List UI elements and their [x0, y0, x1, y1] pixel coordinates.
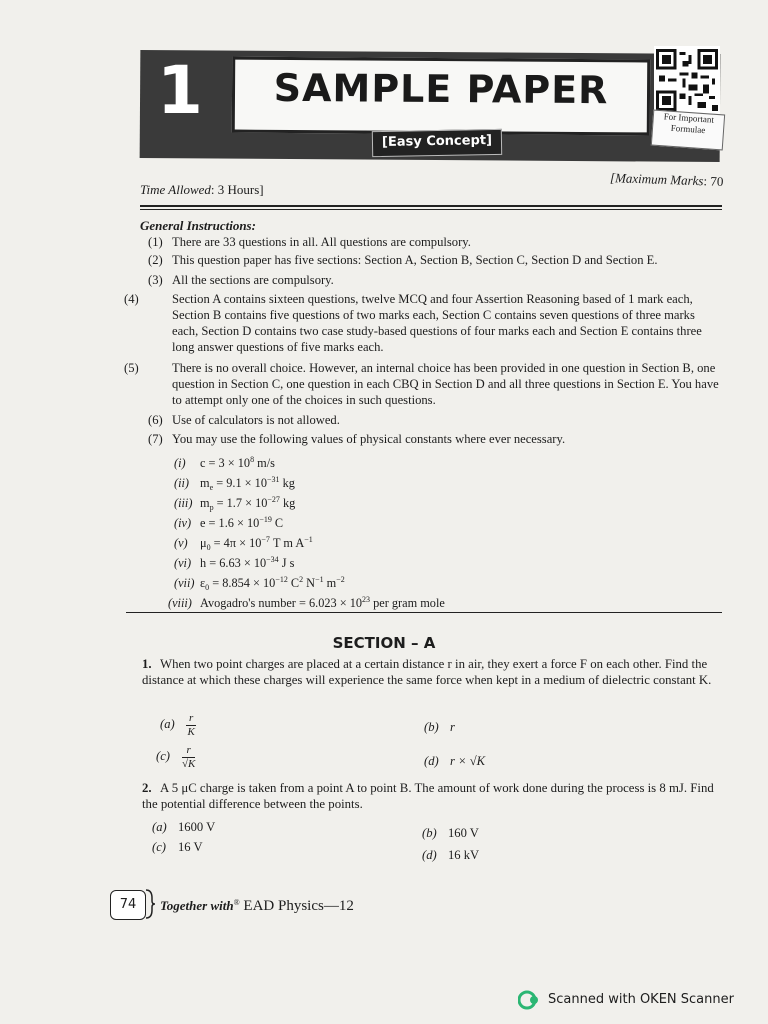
- option-d[interactable]: [424, 754, 485, 769]
- constant-item: [174, 452, 275, 471]
- constant-exponent: −34: [266, 555, 279, 564]
- constant-exponent: 8: [250, 455, 255, 464]
- marks-label: [Maximum Marks: [609, 170, 704, 189]
- constant-exponent: −31: [266, 475, 280, 484]
- constant-roman: (i): [174, 456, 186, 470]
- constant-unit: kg: [279, 476, 295, 490]
- constant-unit: C: [287, 576, 300, 590]
- brand-script: Together with: [160, 898, 234, 913]
- constant-symbol: ε: [200, 576, 206, 590]
- constant-value: = 4π × 10: [210, 536, 262, 550]
- fraction-denominator: √K: [182, 758, 196, 770]
- scanner-logo-icon: [518, 990, 540, 1010]
- scanner-watermark: Scanned with OKEN Scanner: [548, 992, 734, 1007]
- time-label: Time Allowed: [140, 182, 211, 197]
- question-number: 2.: [142, 781, 152, 795]
- instruction-text: There are 33 questions in all. All questions are compulsory.: [172, 235, 471, 249]
- instruction-item: [148, 252, 720, 268]
- instruction-text: All the sections are compulsory.: [172, 273, 334, 287]
- paper-subtitle: [Easy Concept]: [381, 133, 493, 150]
- instruction-text: There is no overall choice. However, an internal choice has been provided in one question in Section B, one question in Section C, one question in each CBQ in Section D and all three questions in Section E. You have to attempt only one of the choices in such questions.: [172, 361, 719, 407]
- instruction-number: (7): [148, 432, 163, 446]
- instruction-text: You may use the following values of physical constants where ever necessary.: [172, 432, 566, 446]
- constant-exponent: −7: [261, 535, 270, 544]
- time-allowed: [140, 182, 264, 198]
- constant-value: = 6.63 × 10: [206, 556, 267, 570]
- option-b[interactable]: [424, 720, 455, 735]
- constant-unit: T m A: [269, 536, 305, 550]
- constant-exponent: −19: [259, 515, 272, 524]
- constant-unit: m: [323, 576, 337, 590]
- constant-value: = 1.6 × 10: [205, 516, 260, 530]
- instruction-item: [148, 272, 720, 288]
- constant-roman: (ii): [174, 476, 190, 490]
- constant-value: = 9.1 × 10: [213, 476, 267, 490]
- constant-unit: J s: [278, 556, 295, 570]
- option-label: (d): [424, 754, 439, 768]
- option-text: 16 kV: [448, 848, 480, 862]
- constant-unit: N: [303, 576, 316, 590]
- instruction-text: Use of calculators is not allowed.: [172, 413, 340, 427]
- constant-item: [168, 592, 445, 611]
- question-text: A 5 μC charge is taken from a point A to point B. The amount of work done during the process is 8 mJ. Find the potential difference between the points.: [142, 781, 714, 811]
- question-number: 1.: [142, 657, 152, 671]
- constant-exponent: 23: [362, 595, 371, 604]
- instruction-text: Section A contains sixteen questions, twelve MCQ and four Assertion Reasoning based of 1 mark each, Section B contains five questions of two marks each, Section C contains seven questions of three marks each, Section D contains two case study-based questions of four marks each and Section E contains three long answer questions of five marks each.: [172, 292, 702, 354]
- instruction-item: [124, 360, 720, 408]
- constant-unit-exponent: 2: [299, 575, 304, 584]
- constant-unit: C: [271, 516, 284, 530]
- constant-item: [174, 552, 294, 571]
- option-label: (c): [156, 749, 170, 764]
- option-text: 1600 V: [178, 820, 216, 834]
- fraction-numerator: r: [182, 744, 195, 758]
- constant-subscript: p: [209, 503, 214, 512]
- option-c[interactable]: [156, 744, 195, 771]
- constant-roman: (viii): [168, 596, 192, 610]
- option-c[interactable]: [152, 840, 203, 855]
- option-a[interactable]: [160, 712, 196, 739]
- option-label: (c): [152, 840, 166, 854]
- instruction-number: (4): [124, 292, 139, 306]
- option-label: (b): [424, 720, 439, 734]
- section-a-title: SECTION – A: [332, 634, 436, 652]
- constant-subscript: 0: [206, 543, 211, 552]
- instruction-item: [148, 234, 720, 250]
- marks-value: : 70: [703, 173, 724, 189]
- paper-title: SAMPLE PAPER: [273, 65, 609, 113]
- constant-value: = 6.023 × 10: [295, 596, 363, 610]
- instruction-item: [148, 431, 720, 447]
- option-b[interactable]: [422, 826, 479, 841]
- constant-roman: (v): [174, 536, 188, 550]
- chapter-number: 1: [157, 52, 203, 129]
- constant-unit-exponent: −1: [315, 575, 324, 584]
- brace-icon: [144, 888, 156, 920]
- option-label: (a): [152, 820, 167, 834]
- brand-text: EAD Physics—12: [239, 898, 354, 914]
- option-text: r × √K: [450, 754, 486, 768]
- option-text: r: [450, 720, 455, 734]
- instruction-number: (5): [124, 361, 139, 375]
- constant-item: [174, 512, 283, 531]
- option-a[interactable]: [152, 820, 215, 835]
- divider-rule: [126, 612, 722, 613]
- constant-roman: (iii): [174, 496, 193, 510]
- constant-symbol: e: [200, 516, 206, 530]
- instruction-number: (6): [148, 413, 163, 427]
- constant-symbol: m: [200, 476, 210, 490]
- option-d[interactable]: [422, 848, 479, 863]
- constant-unit-exponent: −1: [304, 535, 313, 544]
- constant-symbol: Avogadro's number: [200, 596, 296, 610]
- option-label: (b): [422, 826, 437, 840]
- title-box: [232, 57, 651, 136]
- constant-value: = 1.7 × 10: [213, 496, 268, 510]
- registered-mark: ®: [233, 898, 240, 907]
- constant-roman: (vii): [174, 576, 195, 590]
- instruction-number: (1): [148, 235, 163, 249]
- fraction: [186, 712, 196, 739]
- constant-symbol: μ: [200, 536, 207, 550]
- constant-unit: kg: [279, 496, 296, 510]
- qr-caption: For Important Formulae: [651, 110, 725, 151]
- question-1: [142, 656, 718, 688]
- time-value: : 3 Hours]: [210, 182, 264, 197]
- constant-symbol: c: [200, 456, 206, 470]
- option-label: (d): [422, 848, 437, 862]
- instruction-number: (2): [148, 253, 163, 267]
- qr-code-icon[interactable]: [654, 46, 720, 114]
- constant-exponent: −12: [275, 575, 288, 584]
- instruction-item: [124, 291, 720, 355]
- instruction-number: (3): [148, 273, 163, 287]
- question-text: When two point charges are placed at a certain distance r in air, they exert a force F on each other. Find the distance at which these charges will experience the same force when kept in a medium of dielectric constant K.: [142, 657, 712, 687]
- divider-rule: [140, 209, 722, 210]
- option-label: (a): [160, 717, 175, 732]
- instruction-item: [148, 412, 720, 428]
- fraction-numerator: r: [186, 712, 196, 726]
- constant-symbol: h: [200, 556, 207, 570]
- constant-unit: per gram mole: [370, 596, 445, 610]
- constant-unit-exponent: −2: [336, 575, 345, 584]
- subtitle-pill: [372, 129, 502, 157]
- option-text: 16 V: [178, 840, 203, 854]
- instructions-heading: General Instructions:: [140, 218, 256, 233]
- divider-rule: [140, 205, 722, 207]
- constant-subscript: 0: [205, 583, 210, 592]
- constant-exponent: −27: [267, 495, 280, 504]
- constant-roman: (vi): [174, 556, 192, 570]
- constant-unit: m/s: [254, 456, 275, 470]
- constant-value: = 3 × 10: [205, 456, 251, 470]
- page-number: 74: [110, 890, 146, 920]
- option-text: 160 V: [448, 826, 479, 840]
- instruction-text: This question paper has five sections: Section A, Section B, Section C, Section D and Section E.: [172, 253, 658, 267]
- constant-subscript: e: [209, 483, 214, 492]
- maximum-marks: [610, 170, 724, 190]
- constant-value: = 8.854 × 10: [209, 576, 276, 590]
- fraction: [182, 744, 195, 771]
- fraction-denominator: K: [187, 726, 195, 738]
- question-2: [142, 780, 718, 812]
- constant-roman: (iv): [174, 516, 192, 530]
- footer-brand: [160, 898, 354, 915]
- constant-symbol: m: [200, 496, 210, 510]
